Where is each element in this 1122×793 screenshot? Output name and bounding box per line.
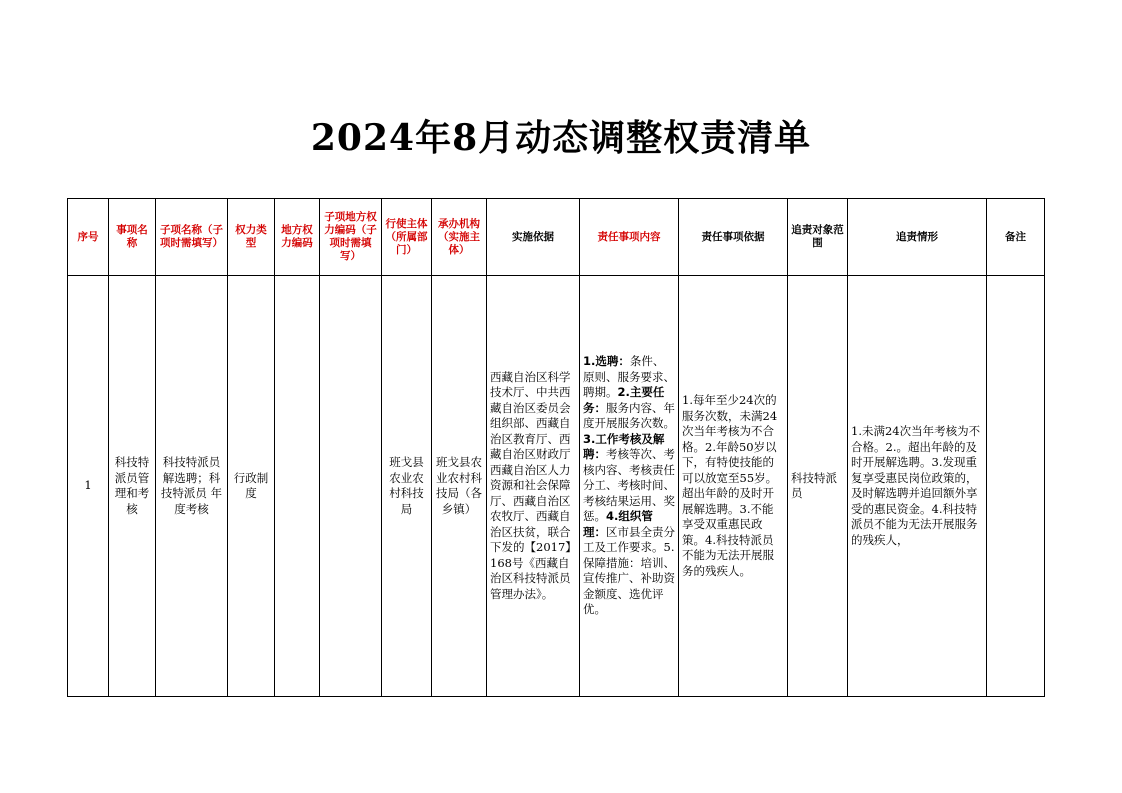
responsibility-item-3-heading: 3.工作考核及解聘： — [583, 431, 665, 462]
table-row — [68, 276, 1045, 697]
header-subitem-name: 子项名称（子项时需填写） — [156, 199, 228, 276]
header-responsibility: 责任事项内容 — [580, 199, 679, 276]
responsibility-item-4-heading: 4.组织管理： — [583, 509, 653, 539]
header-item-name: 事项名称 — [109, 199, 156, 276]
header-agency: 承办机构（实施主体） — [432, 199, 487, 276]
responsibility-item-1-text: 条件、原则、服务要求、聘期。 — [583, 354, 675, 400]
header-remarks: 备注 — [987, 199, 1045, 276]
cell-item-name: 科技特派员管理和考核 — [109, 276, 156, 697]
cell-responsibility — [580, 276, 679, 697]
cell-local-code — [275, 276, 320, 697]
responsibility-item-1 — [583, 354, 675, 618]
cell-agency: 班戈县农业农村科技局（各乡镇） — [432, 276, 487, 697]
responsibility-item-4-text: 区市县全责分工及工作要求。5.保障措施：培训、宣传推广、补助资金额度、选优评优。 — [583, 524, 675, 617]
header-subitem-code: 子项地方权力编码（子项时需填写） — [320, 199, 382, 276]
header-subject: 行使主体（所属部门） — [382, 199, 432, 276]
cell-power-type: 行政制度 — [228, 276, 275, 697]
header-accountability-scope: 追责对象范围 — [788, 199, 848, 276]
cell-responsibility-basis: 1.每年至少24次的服务次数，未满24次当年考核为不合格。2.年龄50岁以下，有特使技能的可以放宽至55岁。超出年龄的及时开展解选聘。3.不能享受双重惠民政策。4.科技特派员不能为无法开展服务的残疾人。 — [679, 276, 788, 697]
header-local-code: 地方权力编码 — [275, 199, 320, 276]
cell-basis: 西藏自治区科学技术厅、中共西藏自治区委员会组织部、西藏自治区教育厅、西藏自治区财政厅西藏自治区人力资源和社会保障厅、西藏自治区农牧厅、西藏自治区扶贫，联合下发的【2017】168号《西藏自治区科技特派员管理办法》。 — [487, 276, 580, 697]
header-basis: 实施依据 — [487, 199, 580, 276]
header-accountability-situation: 追责情形 — [848, 199, 987, 276]
responsibility-item-2-text: 服务内容、年度开展服务次数。 — [583, 400, 675, 431]
cell-remarks — [987, 276, 1045, 697]
cell-subject: 班戈县农业农村科技局 — [382, 276, 432, 697]
page-title: 2024年8月动态调整权责清单 — [310, 117, 812, 159]
responsibility-item-3-text: 考核等次、考核内容、考核责任分工、考核时间、考核结果运用、奖惩。 — [583, 447, 675, 524]
cell-subitem-name: 科技特派员解选聘；科技特派员 年度考核 — [156, 276, 228, 697]
table-header-row — [68, 199, 1045, 276]
header-responsibility-basis: 责任事项依据 — [679, 199, 788, 276]
responsibility-item-1-heading: 1.选聘： — [583, 354, 630, 369]
responsibility-item-2-heading: 2.主要任务： — [583, 385, 665, 415]
responsibility-table — [67, 198, 1045, 697]
cell-seq: 1 — [68, 276, 109, 697]
cell-accountability-scope: 科技特派员 — [788, 276, 848, 697]
cell-accountability-situation: 1.未满24次当年考核为不合格。2.。超出年龄的及时开展解选聘。3.发现重复享受惠民岗位政策的，及时解选聘并追回额外享受的惠民资金。4.科技特派员不能为无法开展服务的残疾人， — [848, 276, 987, 697]
header-seq: 序号 — [68, 199, 109, 276]
header-power-type: 权力类型 — [228, 199, 275, 276]
cell-subitem-code — [320, 276, 382, 697]
